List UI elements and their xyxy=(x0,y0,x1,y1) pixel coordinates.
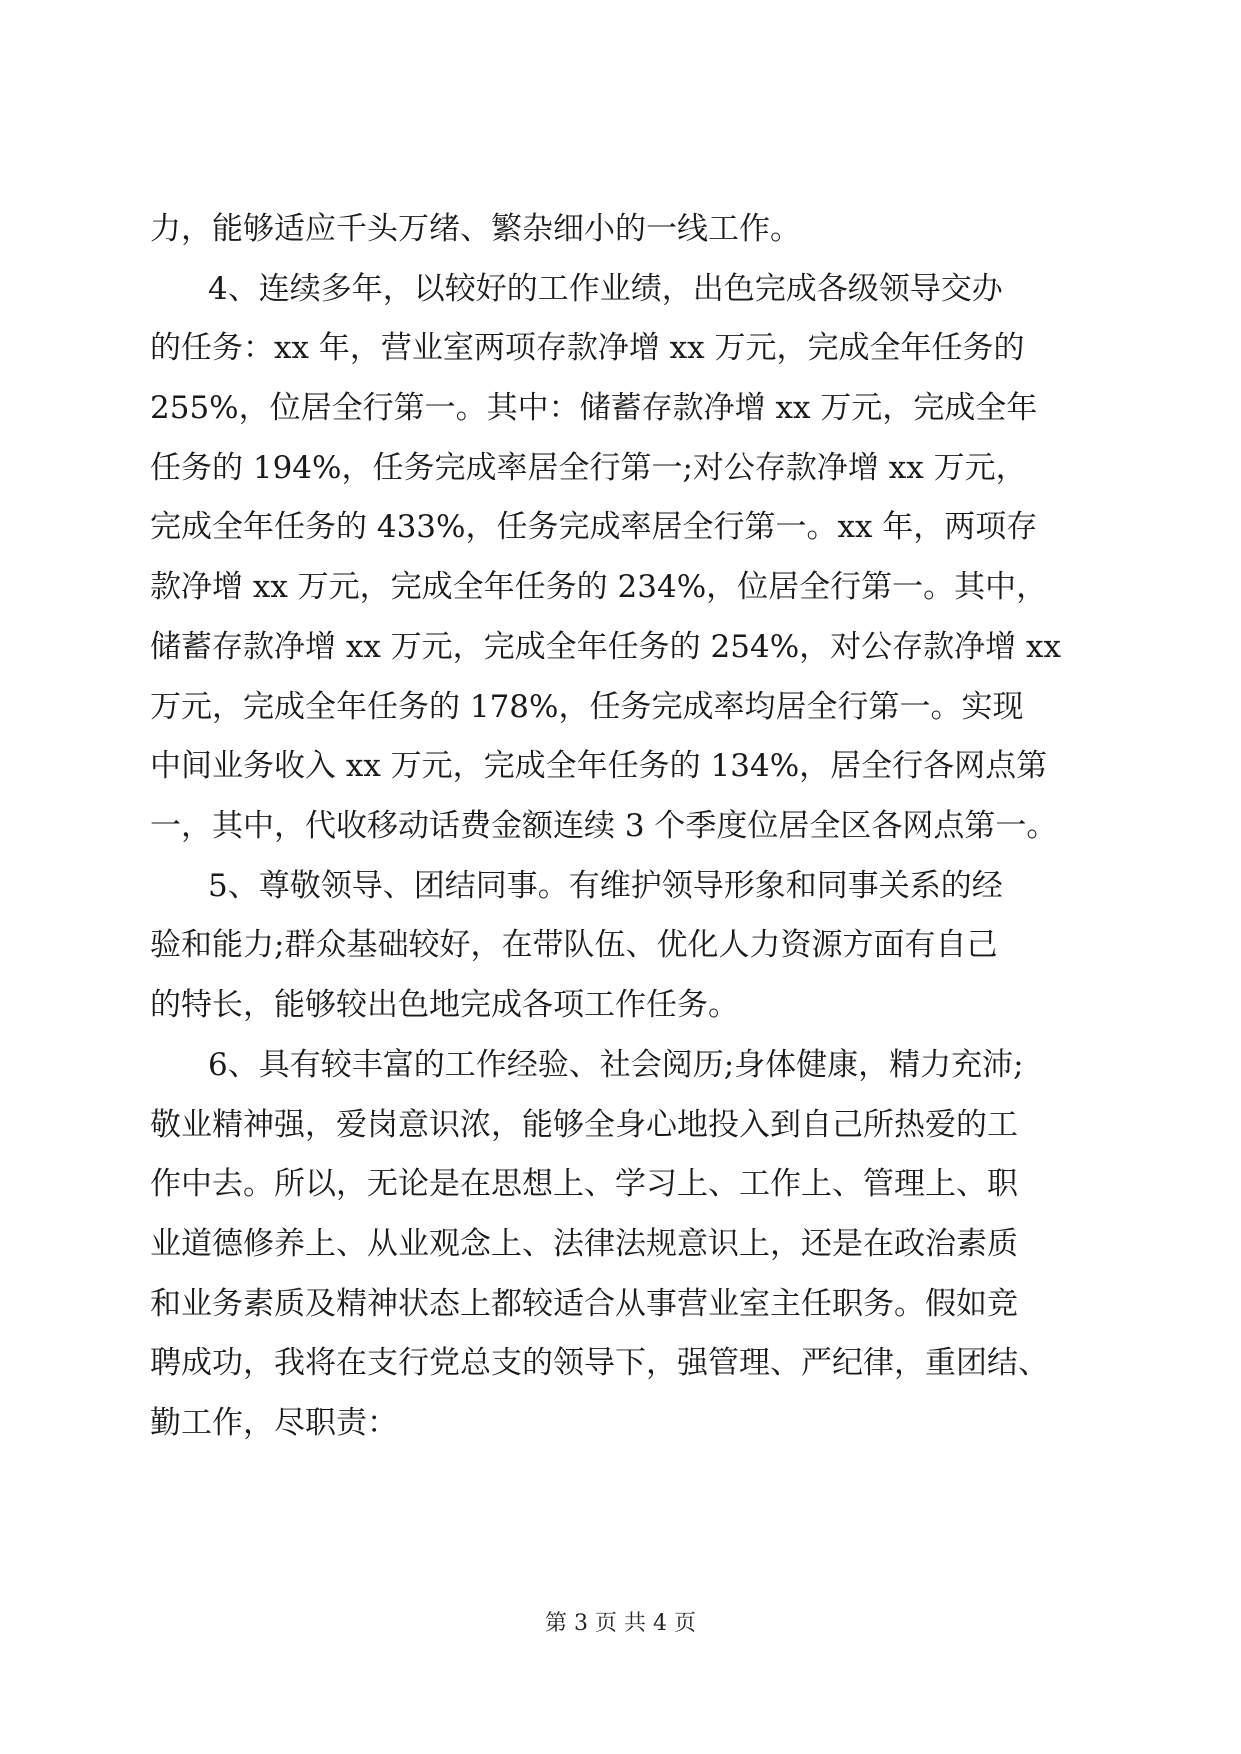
text-line: 储蓄存款净增 xx 万元，完成全年任务的 254%，对公存款净增 xx xyxy=(150,629,1061,665)
text-line: 和业务素质及精神状态上都较适合从事营业室主任职务。假如竞 xyxy=(150,1286,1018,1322)
text-line: 255%，位居全行第一。其中：储蓄存款净增 xx 万元，完成全年 xyxy=(150,390,1038,426)
text-line: 款净增 xx 万元，完成全年任务的 234%，位居全行第一。其中， xyxy=(150,569,1048,605)
text-line: 作中去。所以，无论是在思想上、学习上、工作上、管理上、职 xyxy=(150,1166,1018,1202)
text-line: 勤工作，尽职责： xyxy=(150,1405,398,1441)
text-line: 任务的 194%，任务完成率居全行第一;对公存款净增 xx 万元， xyxy=(150,450,1027,486)
text-line: 敬业精神强，爱岗意识浓，能够全身心地投入到自己所热爱的工 xyxy=(150,1107,1018,1143)
text-line: 4、连续多年，以较好的工作业绩，出色完成各级领导交办 xyxy=(208,271,1003,307)
text-line: 万元，完成全年任务的 178%，任务完成率均居全行第一。实现 xyxy=(150,689,1024,725)
text-line: 中间业务收入 xx 万元，完成全年任务的 134%，居全行各网点第 xyxy=(150,748,1048,784)
text-line: 的任务：xx 年，营业室两项存款净增 xx 万元，完成全年任务的 xyxy=(150,330,1025,366)
text-line: 一，其中，代收移动话费金额连续 3 个季度位居全区各网点第一。 xyxy=(150,808,1058,844)
page-number-footer: 第 3 页 共 4 页 xyxy=(545,1611,696,1636)
text-line: 验和能力;群众基础较好，在带队伍、优化人力资源方面有自己 xyxy=(150,927,998,963)
text-line: 6、具有较丰富的工作经验、社会阅历;身体健康，精力充沛; xyxy=(208,1047,1024,1083)
text-line: 完成全年任务的 433%，任务完成率居全行第一。xx 年，两项存 xyxy=(150,509,1038,545)
text-line: 5、尊敬领导、团结同事。有维护领导形象和同事关系的经 xyxy=(208,868,1003,904)
text-line: 业道德修养上、从业观念上、法律法规意识上，还是在政治素质 xyxy=(150,1226,1018,1262)
text-line: 的特长，能够较出色地完成各项工作任务。 xyxy=(150,987,739,1023)
text-line: 聘成功，我将在支行党总支的领导下，强管理、严纪律，重团结、 xyxy=(150,1345,1049,1381)
text-line: 力，能够适应千头万绪、繁杂细小的一线工作。 xyxy=(150,211,801,247)
